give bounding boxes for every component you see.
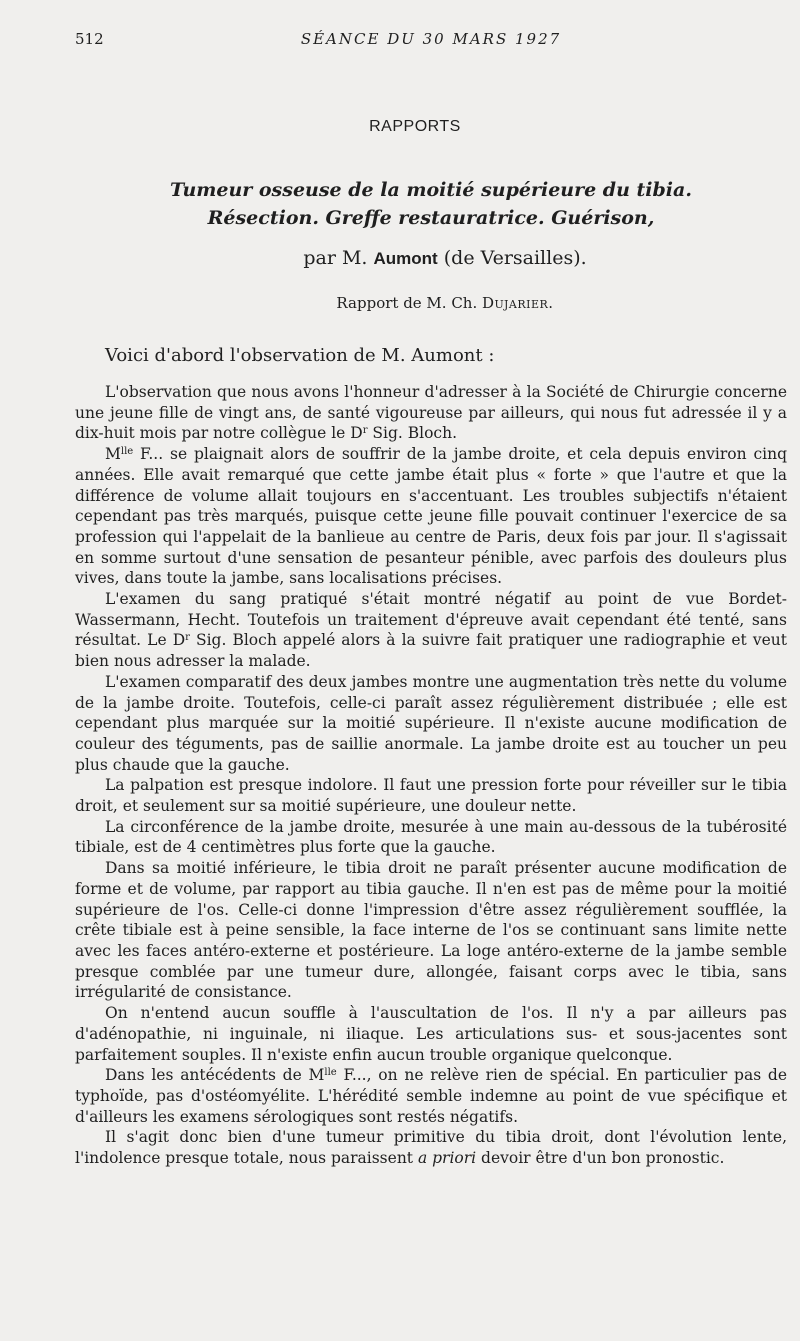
running-title: SÉANCE DU 30 MARS 1927 [300,30,562,48]
article-title [75,176,787,232]
latin-phrase: a priori [417,1149,477,1168]
article-title-line-1: Tumeur osseuse de la moitié supérieure du tibia. [170,179,692,201]
paragraph-2: $M^{lle}$ F... se plaignait alors de souffrir de la jambe droite, et cela depuis environ cinq années. Elle avait remarqué que cette jambe était plus « forte » que l'autre et que la différence de volume allait toujours en s'accentuant. Les troubles subjectifs n'étaient cependant pas très marqués, puisque cette jeune fille pouvait continuer l'exercice de sa profession qui l'appelait de la banlieue au centre de Paris, deux fois par jour. Il s'agissait en somme surtout d'une sensation de pesanteur pénible, avec parfois des douleurs plus vives, dans toute la jambe, sans localisations précises. [75,445,787,588]
paragraph-7: Dans sa moitié inférieure, le tibia droit ne paraît présenter aucune modification de forme et de volume, par rapport au tibia gauche. Il n'en est pas de même pour la moitié supérieure de l'os. Celle-ci donne l'impression d'être assez régulièrement soufflée, la crête tibiale est à peine sensible, la face interne de l'os se continuant sans limite nette avec les faces antéro-externe et postérieure. La loge antéro-externe de la jambe semble presque comblée par une tumeur dure, allongée, faisant corps avec le tibia, sans irrégularité de consistance. [75,859,787,1002]
paragraph-6: La circonférence de la jambe droite, mesurée à une main au-dessous de la tubérosité tibiale, est de 4 centimètres plus forte que la gauche. [75,817,787,857]
paragraph-1: L'observation que nous avons l'honneur d'adresser à la Société de Chirurgie concerne une jeune fille de vingt ans, de santé vigoureuse par ailleurs, qui nous fut adressée il y a dix-huit mois par notre collègue le $D^r$ Sig. Bloch. [75,383,787,443]
author-affiliation: (de Versailles). [437,247,587,269]
article-title-line-2: Résection. Greffe restauratrice. Guérison, [207,207,655,229]
reporter-name: Dujarier. [482,294,554,312]
paragraph-5: La palpation est presque indolore. Il faut une pression forte pour réveiller sur le tibia droit, et seulement sur sa moitié supérieure, une douleur nette. [75,776,787,816]
paragraph-9: Dans les antécédents de $M^{lle}$ F..., on ne relève rien de spécial. En particulier pas de typhoïde, pas d'ostéomyélite. L'hérédité semble indemne au point de vue spécifique et d'ailleurs les examens sérologiques sont restés négatifs. [75,1066,788,1126]
paragraph-4: L'examen comparatif des deux jambes montre une augmentation très nette du volume de la jambe droite. Toutefois, celle-ci paraît assez régulièrement distribuée ; elle est cependant plus marquée sur la moitié supérieure. Il n'existe aucune modification de couleur des téguments, pas de saillie anormale. La jambe droite est au toucher un peu plus chaude que la gauche. [75,672,787,774]
section-heading: RAPPORTS [369,118,461,135]
reporter-line [75,294,800,312]
paragraph-8: On n'entend aucun souffle à l'auscultation de l'os. Il n'y a par ailleurs pas d'adénopathie, ni inguinale, ni iliaque. Les articulations sus- et sous-jacentes sont parfaitement souples. Il n'existe enfin aucun trouble organique quelconque. [75,1004,787,1064]
author-prefix: par M. [303,247,374,269]
paragraph-10: Il s'agit donc bien d'une tumeur primitive du tibia droit, dont l'évolution lente, l'indolence presque totale, nous paraissent a priori devoir être d'un bon pronostic. [75,1128,787,1168]
author-name: Aumont [373,249,438,268]
body-text [75,382,787,1169]
page-number: 512 [75,30,104,48]
reporter-prefix: Rapport de M. Ch. [336,294,483,312]
page-header [75,30,787,54]
paragraph-3: L'examen du sang pratiqué s'était montré négatif au point de vue Bordet-Wassermann, Hecht. Toutefois un traitement d'épreuve avait cependant été tenté, sans résultat. Le $D^r$ Sig. Bloch appelé alors à la suivre fait pratiquer une radiographie et veut bien nous adresser la malade. [75,590,787,671]
intro-line: Voici d'abord l'observation de M. Aumont : [105,345,495,366]
author-line [75,247,800,269]
